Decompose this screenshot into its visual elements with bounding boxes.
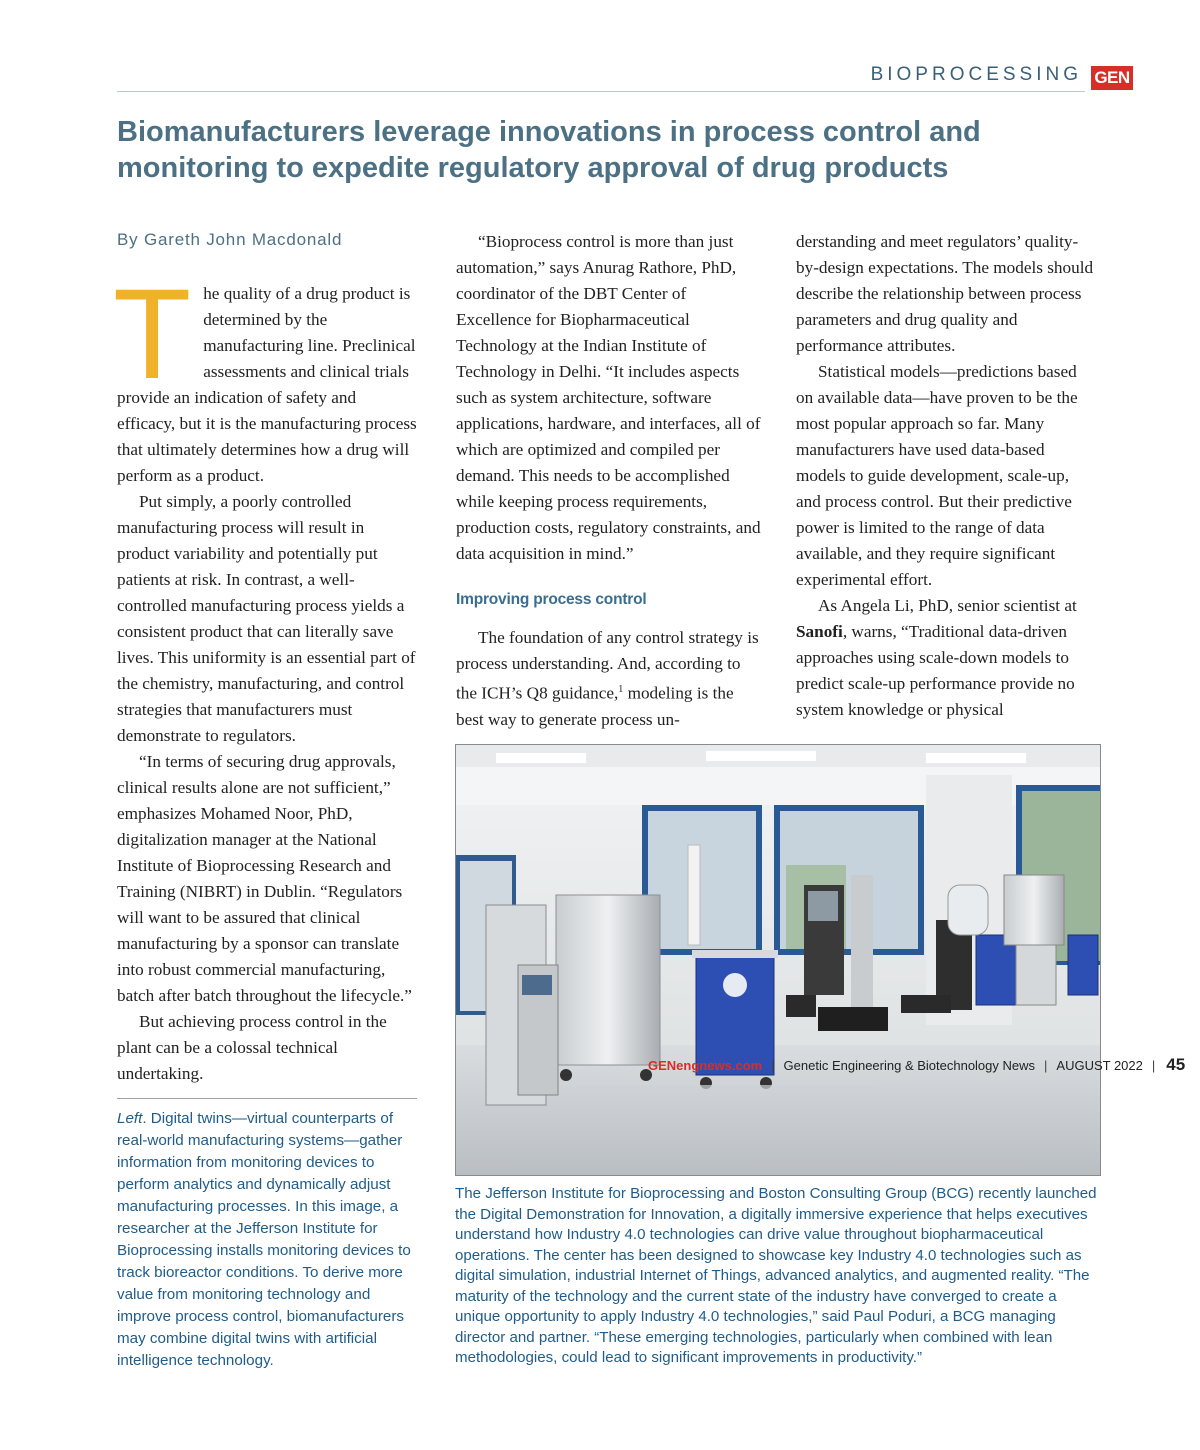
gen-logo: GEN [1091,66,1133,90]
lab-photo [455,744,1101,1176]
caption-divider [117,1098,417,1099]
paragraph-text: modeling is the best way to generate process un- [456,683,734,729]
page-number: 45 [1166,1055,1186,1074]
article-paragraph: derstanding and meet regulators’ quality-by-design expectations. The models should describe the relationship between process parameters and drug quality and performance attributes. [796,232,1094,355]
lab-photo-illustration [456,745,1100,1175]
paragraph-text: As Angela Li, PhD, senior scientist at [818,596,1077,615]
article-paragraph: Put simply, a poorly controlled manufacturing process will result in product variability and potentially put patients at risk. In contrast, a well-controlled manufacturing process yields a consistent product that can literally save lives. This uniformity is an essential part of the chemistry, manufacturing, and control strategies that manufacturers must demonstrate to regulators. [117,492,416,745]
paragraph-text: , warns, “Traditional data-driven approaches using scale-down models to predict scale-up performance provide no system knowledge or physical [796,622,1075,719]
article-column-2 [456,229,762,733]
footer-site-link[interactable]: GENengnews.com [648,1057,763,1073]
footer-separator: | [1044,1057,1048,1073]
paragraph-text: The foundation of any control strategy is process understanding. And, according to the ICH’s Q8 guidance, [456,628,759,703]
drop-cap: T [113,263,192,406]
paragraph-text: he quality of a drug product is determined by the manufacturing line. Preclinical assessments and clinical trials provide an indication of safety and efficacy, but it is the manufacturing process that ultimately determines how a drug will perform as a product. [117,284,417,485]
page-footer [648,1055,1186,1075]
footer-publication: Genetic Engineering & Biotechnology News [783,1057,1036,1073]
section-label: BIOPROCESSING [870,64,1082,85]
byline: By Gareth John Macdonald [117,230,343,249]
footer-separator: | [1151,1057,1156,1073]
header-divider [117,91,1085,92]
article-paragraph [796,593,1096,723]
footer-separator: | [771,1057,775,1073]
photo-caption: The Jefferson Institute for Bioprocessing and Boston Consulting Group (BCG) recently launched the Digital Demonstration for Innovation, a digitally immersive experience that helps executives understand how Industry 4.0 technologies can drive value throughout biopharmaceutical operations. The center has been designed to showcase key Industry 4.0 technologies such as digital simulation, industrial Internet of Things, advanced analytics, and augmented reality. “The maturity of the technology and the current state of the industry have converged to create a unique opportunity to apply Industry 4.0 technologies,” said Paul Poduri, a BCG managing director and partner. “These emerging technologies, particularly when combined with lean methodologies, could lead to significant improvements in productivity.” [455,1185,1097,1366]
caption-text: . Digital twins—virtual counterparts of real-world manufacturing systems—gather information from monitoring devices to perform analytics and dynamically adjust manufacturing processes. In this image, a researcher at the Jefferson Institute for Bioprocessing installs monitoring devices to track bioreactor conditions. To derive more value from monitoring technology and improve process control, biomanufacturers may combine digital twins with artificial intelligence technology. [117,1110,411,1369]
article-paragraph: Statistical models—predictions based on available data—have proven to be the most popular approach so far. Many manufacturers have used data-based models to guide development, scale-up, and process control. But their predictive power is limited to the range of data available, and they require significant experimental effort. [796,362,1078,589]
article-column-1 [113,263,417,1087]
article-paragraph [113,263,417,489]
footer-issue: AUGUST 2022 [1056,1057,1143,1073]
left-image-caption [117,1108,417,1372]
article-paragraph: “In terms of securing drug approvals, clinical results alone are not sufficient,” emphasizes Mohamed Noor, PhD, digitalization manager at the National Institute of Bioprocessing Research and Training (NIBRT) in Dublin. “Regulators will want to be assured that clinical manufacturing by a sponsor can translate into robust commercial manufacturing, batch after batch throughout the lifecycle.” [117,752,412,1005]
company-name: Sanofi [796,622,843,641]
article-headline: Biomanufacturers leverage innovations in process control and monitoring to expedite regulatory approval of drug products [117,116,981,184]
footnote-ref: 1 [618,684,624,695]
article-paragraph [456,625,762,733]
section-subhead: Improving process control [456,591,647,608]
article-column-3 [796,229,1096,723]
caption-lead: Left [117,1110,143,1127]
article-paragraph: But achieving process control in the plant can be a colossal technical undertaking. [117,1012,387,1083]
article-paragraph: “Bioprocess control is more than just automation,” says Anurag Rathore, PhD, coordinator of the DBT Center of Excellence for Biopharmaceutical Technology at the Indian Institute of Technology in Delhi. “It includes aspects such as system architecture, software applications, hardware, and interfaces, all of which are optimized and compiled per demand. This needs to be accomplished while keeping process requirements, production costs, regulatory constraints, and data acquisition in mind.” [456,232,761,563]
